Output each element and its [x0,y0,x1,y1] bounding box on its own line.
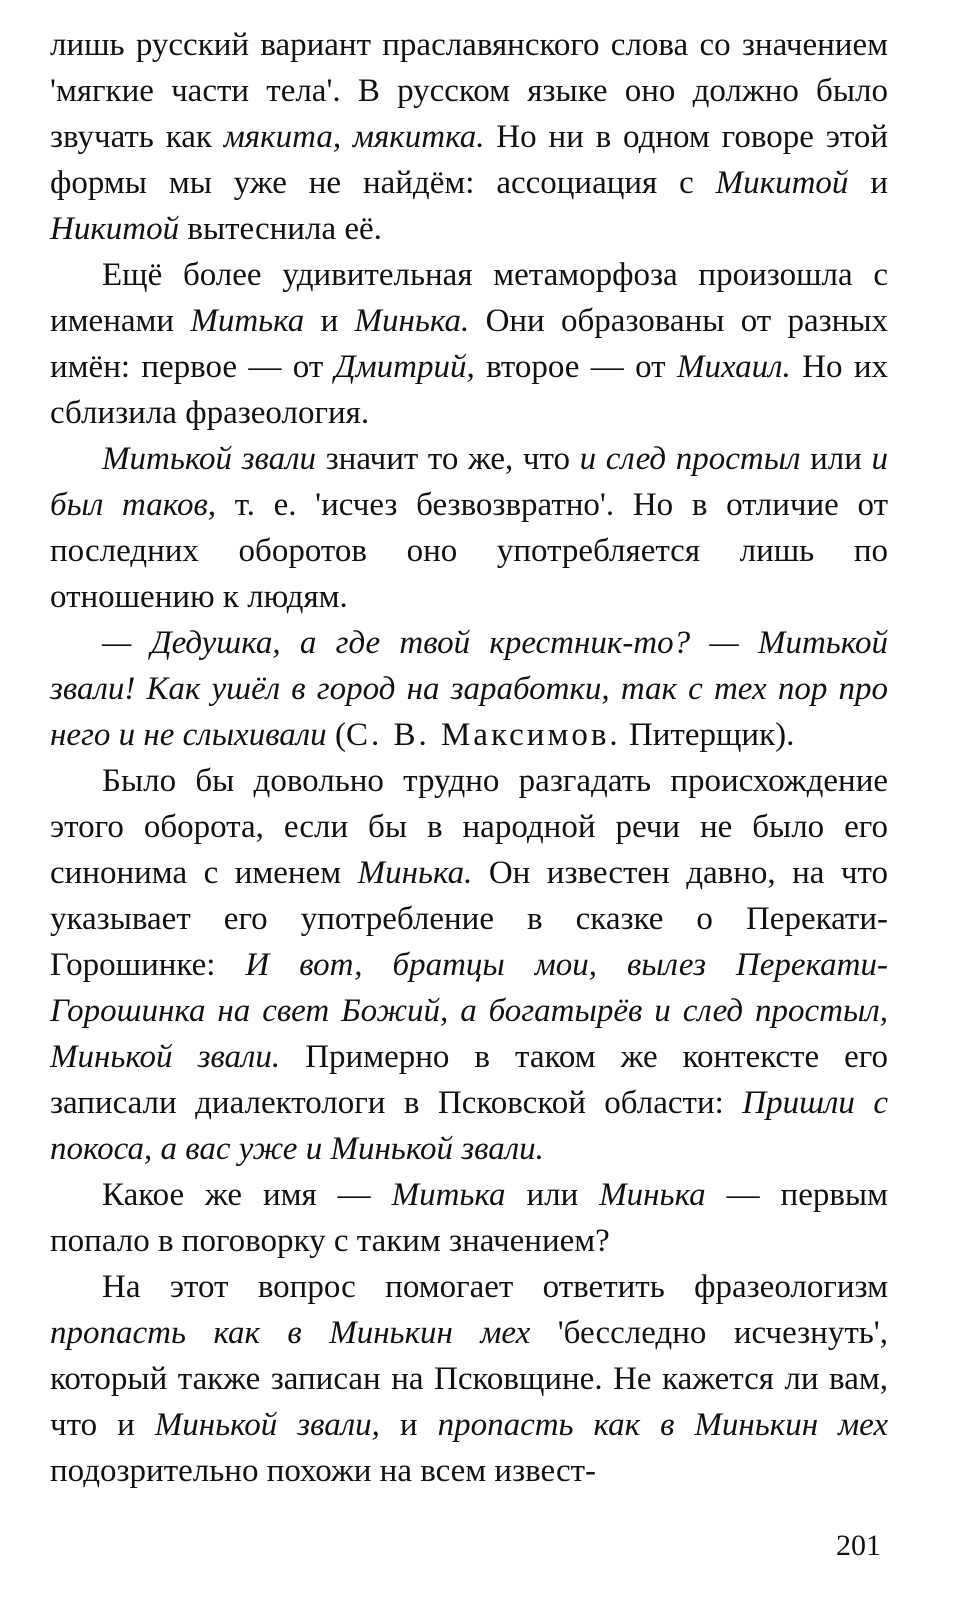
text-segment: вытеснила её. [179,211,382,247]
paragraph-2 [50,252,888,436]
text-segment: Питерщик). [620,717,795,753]
text-segment: 'бесследно исчезнуть', который также записан на Псковщине. Не кажется ли вам, что и [50,1315,888,1443]
italic-text-segment: Минькой звали, [154,1407,380,1443]
text-segment: и [379,1407,438,1443]
italic-text-segment: мякита, мякитка. [223,119,485,155]
italic-text-segment: и был таков, [50,441,888,523]
text-segment: лишь русский вариант праславянского слова со значением 'мягкие части тела'. В русском языке оно должно было звучать как [50,27,888,155]
text-segment: второе — от [474,349,677,385]
text-segment: С. В. Максимов. [345,717,621,753]
italic-text-segment: пропасть как в Минькин мех [50,1315,531,1351]
text-segment: Примерно в таком же контексте его записали диалектологи в Псковской области: [50,1039,888,1121]
paragraph-1 [50,22,888,252]
italic-text-segment: — Дедушка, а где твой крестник-то? — Митькой звали! Как ушёл в город на заработки, так с тех пор про него и не слыхивали [50,625,888,753]
text-segment: и [304,303,355,339]
text-segment: значит то же, что [316,441,580,477]
paragraph-7 [50,1264,888,1494]
italic-text-segment: Минька. [357,855,473,891]
italic-text-segment: и след простыл [579,441,801,477]
italic-text-segment: И вот, братцы мои, вылез Перекати-Горошинка на свет Божий, а богатырёв и след простыл, Минькой звали. [50,947,888,1075]
paragraph-5 [50,758,888,1172]
text-segment: или [505,1177,600,1213]
text-segment: Ещё более удивительная метаморфоза произошла с именами [50,257,888,339]
italic-text-segment: Митька [190,303,305,339]
italic-text-segment: пропасть как в Минькин мех [437,1407,889,1443]
italic-text-segment: Михаил. [676,349,791,385]
text-segment: т. е. 'исчез безвозвратно'. Но в отличие от последних оборотов оно употребляется лишь по отношению к людям. [50,487,888,615]
italic-text-segment: Минька [599,1177,706,1213]
text-segment: и [848,165,888,201]
italic-text-segment: Микитой [715,165,849,201]
text-segment: подозрительно похожи на всем извест- [50,1453,597,1489]
italic-text-segment: Дмитрий, [334,349,475,385]
italic-text-segment: Митька [391,1177,506,1213]
text-segment: ( [326,717,346,753]
italic-text-segment: Пришли с покоса, а вас уже и Минькой звали. [50,1085,889,1167]
text-segment: Они образованы от разных имён: первое — от [50,303,888,385]
text-segment: Он известен давно, на что указывает его употребление в сказке о Перекати-Горошинке: [50,855,888,983]
italic-text-segment: Митькой звали [102,441,316,477]
text-segment: или [800,441,872,477]
page-body [50,22,888,1494]
text-segment: — первым попало в поговорку с таким значением? [50,1177,888,1259]
paragraph-6 [50,1172,888,1264]
text-segment: Какое же имя — [102,1177,392,1213]
text-segment: На этот вопрос помогает ответить фразеологизм [102,1269,888,1305]
text-segment: Но ни в одном говоре этой формы мы уже не найдём: ассоциация с [50,119,888,201]
paragraph-3 [50,436,888,620]
paragraph-4-quote [50,620,888,758]
text-segment: Было бы довольно трудно разгадать происхождение этого оборота, если бы в народной речи не было его синонима с именем [50,763,888,891]
text-segment: Но их сблизила фразеология. [50,349,888,431]
page-number: 201 [836,1529,881,1562]
italic-text-segment: Никитой [50,211,180,247]
italic-text-segment: Минька. [354,303,470,339]
